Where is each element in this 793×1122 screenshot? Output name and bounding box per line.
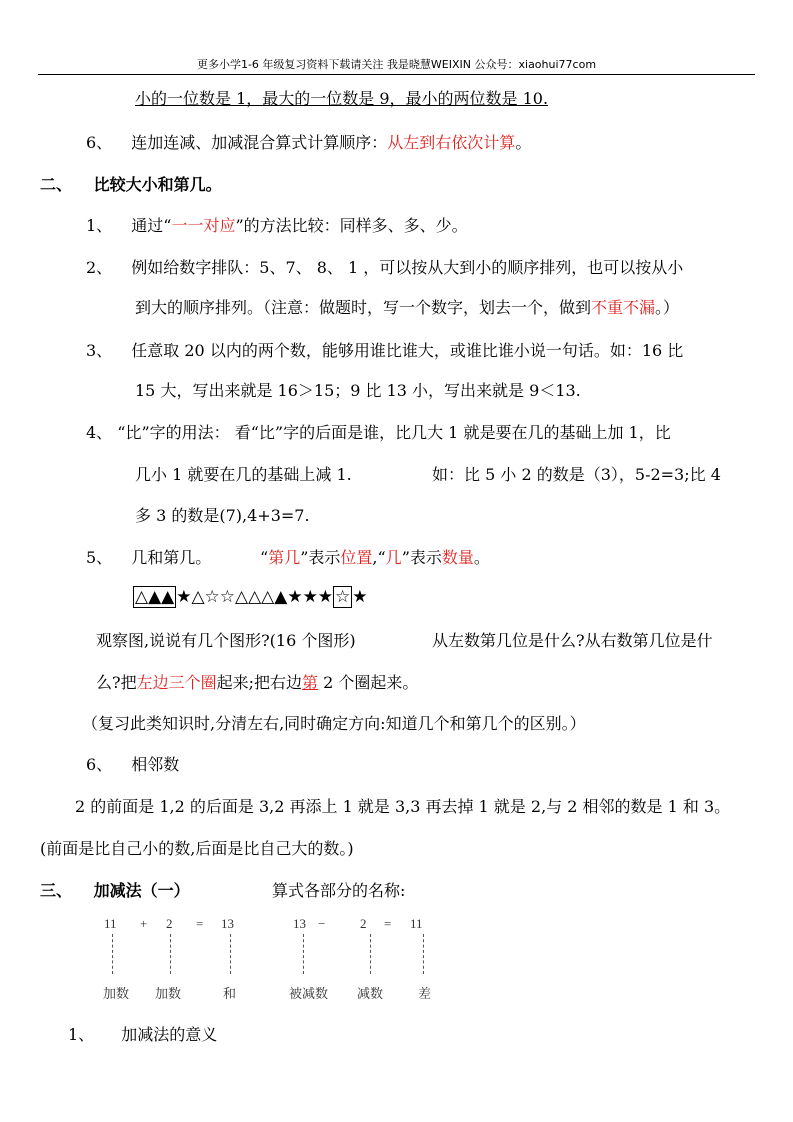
connector-line [303, 934, 304, 974]
item-text-rest: ”的方法比较：同样多、多、少。 [235, 216, 468, 235]
label-subtrahend: 减数 [357, 986, 384, 1001]
shapes-middle: ★△☆☆△△△▲★★★ [176, 587, 334, 607]
item-2-2 [86, 255, 683, 278]
section-title: 加减法（一） [93, 881, 190, 900]
highlight-text: 第 [302, 673, 319, 692]
text: 。 [473, 548, 490, 567]
label-addend: 加数 [155, 986, 182, 1001]
highlight-text: 几 [385, 548, 402, 567]
item-2-4-cont: 几小 1 就要在几的基础上减 1. [135, 465, 352, 484]
quote: “ [260, 548, 269, 567]
highlight-text: 不重不漏 [591, 298, 656, 317]
subtrahend: 2 [360, 916, 367, 931]
item-number: 1、 [68, 1025, 95, 1044]
item-number: 6、 [86, 133, 113, 152]
item-3-1 [68, 1022, 217, 1045]
minus-sign: − [318, 916, 326, 931]
highlight-text: 从左到右依次计算 [387, 133, 516, 152]
highlight-text: 数量 [441, 548, 474, 567]
item-number: 6、 [86, 755, 113, 774]
highlight-text: 位置 [340, 548, 373, 567]
observe-cont [96, 670, 418, 693]
item-text: 到大的顺序排列。（注意：做题时，写一个数字，划去一个，做到 [135, 298, 592, 317]
item-2-3-cont: 15 大，写出来就是 16＞15；9 比 13 小，写出来就是 9＜13. [135, 381, 581, 400]
shape-sequence [133, 587, 368, 607]
item-2-4-example: 如：比 5 小 2 的数是（3），5-2=3;比 4 [432, 465, 721, 484]
item-2-5-def [260, 545, 490, 568]
item-text: 几和第几。 [131, 548, 212, 567]
sum: 13 [221, 916, 234, 931]
adjacent-note: (前面是比自己小的数,后面是比自己大的数。) [40, 839, 354, 858]
item-title: 相邻数 [131, 755, 180, 774]
label-sum: 和 [223, 986, 237, 1001]
header-divider [38, 74, 755, 75]
item-text: 通过“ [131, 216, 172, 235]
observe-question: 观察图,说说有几个图形?(16 个图形) [96, 631, 356, 650]
connector-line [423, 934, 424, 974]
item-2-1 [86, 213, 468, 236]
equals-sign: = [196, 916, 204, 931]
text: ”表示 [300, 548, 341, 567]
connector-line [170, 934, 171, 974]
label-difference: 差 [418, 986, 432, 1001]
item-text: 例如给数字排队：5、7、 8、 1 ，可以按从大到小的顺序排列，也可以按从小 [131, 258, 684, 277]
item-2-3 [86, 338, 683, 361]
plus-sign: + [140, 916, 148, 931]
section-title: 比较大小和第几。 [93, 175, 222, 194]
review-note: （复习此类知识时,分清左右,同时确定方向:知道几个和第几个的区别。） [82, 714, 586, 733]
item-title: 加减法的意义 [121, 1025, 218, 1044]
item-number: 2、 [86, 258, 113, 277]
connector-line [370, 934, 371, 974]
label-addend: 加数 [103, 986, 130, 1001]
section-2-heading [40, 172, 222, 195]
addend-2: 2 [166, 916, 173, 931]
item-number: 1、 [86, 216, 113, 235]
connector-line [230, 934, 231, 974]
item-number: 4、 [86, 423, 113, 442]
minuend: 13 [293, 916, 306, 931]
text: 起来;把右边 [216, 673, 303, 692]
line-digits: 小的一位数是 1，最大的一位数是 9，最小的两位数是 10. [135, 89, 549, 108]
item-2-4-cont2: 多 3 的数是(7),4+3=7. [135, 506, 310, 525]
item-2-4 [86, 420, 671, 443]
boxed-shapes-start: △▲▲ [135, 587, 175, 607]
section-3-heading [40, 878, 190, 901]
text: 2 个圈起来。 [318, 673, 419, 692]
highlight-text: 一一对应 [171, 216, 236, 235]
section-3-subtitle: 算式各部分的名称: [272, 881, 406, 900]
item-number: 3、 [86, 341, 113, 360]
label-minuend: 被减数 [289, 986, 329, 1001]
item-text: “比”字的用法： 看“比”字的后面是谁，比几大 1 就是要在几的基础上加 1，比 [117, 423, 671, 442]
item-end: 。 [515, 133, 532, 152]
highlight-text: 左边三个圈 [136, 673, 217, 692]
shape-tail: ★ [352, 587, 368, 607]
connector-line [112, 934, 113, 974]
item-2-6 [86, 752, 179, 775]
section-number: 三、 [40, 881, 73, 900]
equals-sign: = [384, 916, 392, 931]
boxed-shape-end: ☆ [335, 587, 351, 607]
difference: 11 [410, 916, 423, 931]
addend-1: 11 [104, 916, 117, 931]
text: 么?把 [96, 673, 137, 692]
item-2-2-cont [135, 295, 679, 318]
section-number: 二、 [40, 175, 73, 194]
text: ”表示 [401, 548, 442, 567]
item-6 [86, 130, 531, 153]
item-text: 连加连减、加减混合算式计算顺序： [131, 133, 388, 152]
observe-question-2: 从左数第几位是什么?从右数第几位是什 [432, 631, 713, 650]
item-number: 5、 [86, 548, 113, 567]
adjacent-text: 2 的前面是 1,2 的后面是 3,2 再添上 1 就是 3,3 再去掉 1 就是 2,与 2 相邻的数是 1 和 3。 [75, 797, 731, 816]
item-2-5 [86, 545, 211, 568]
item-text: 任意取 20 以内的两个数，能够用谁比谁大，或谁比谁小说一句话。如：16 比 [131, 341, 684, 360]
highlight-text: 第几 [268, 548, 301, 567]
item-end: 。） [655, 298, 680, 317]
text: ,“ [372, 548, 386, 567]
page-header: 更多小学1-6 年级复习资料下载请关注 我是晓慧WEIXIN 公众号：xiaohui77com [196, 58, 597, 71]
